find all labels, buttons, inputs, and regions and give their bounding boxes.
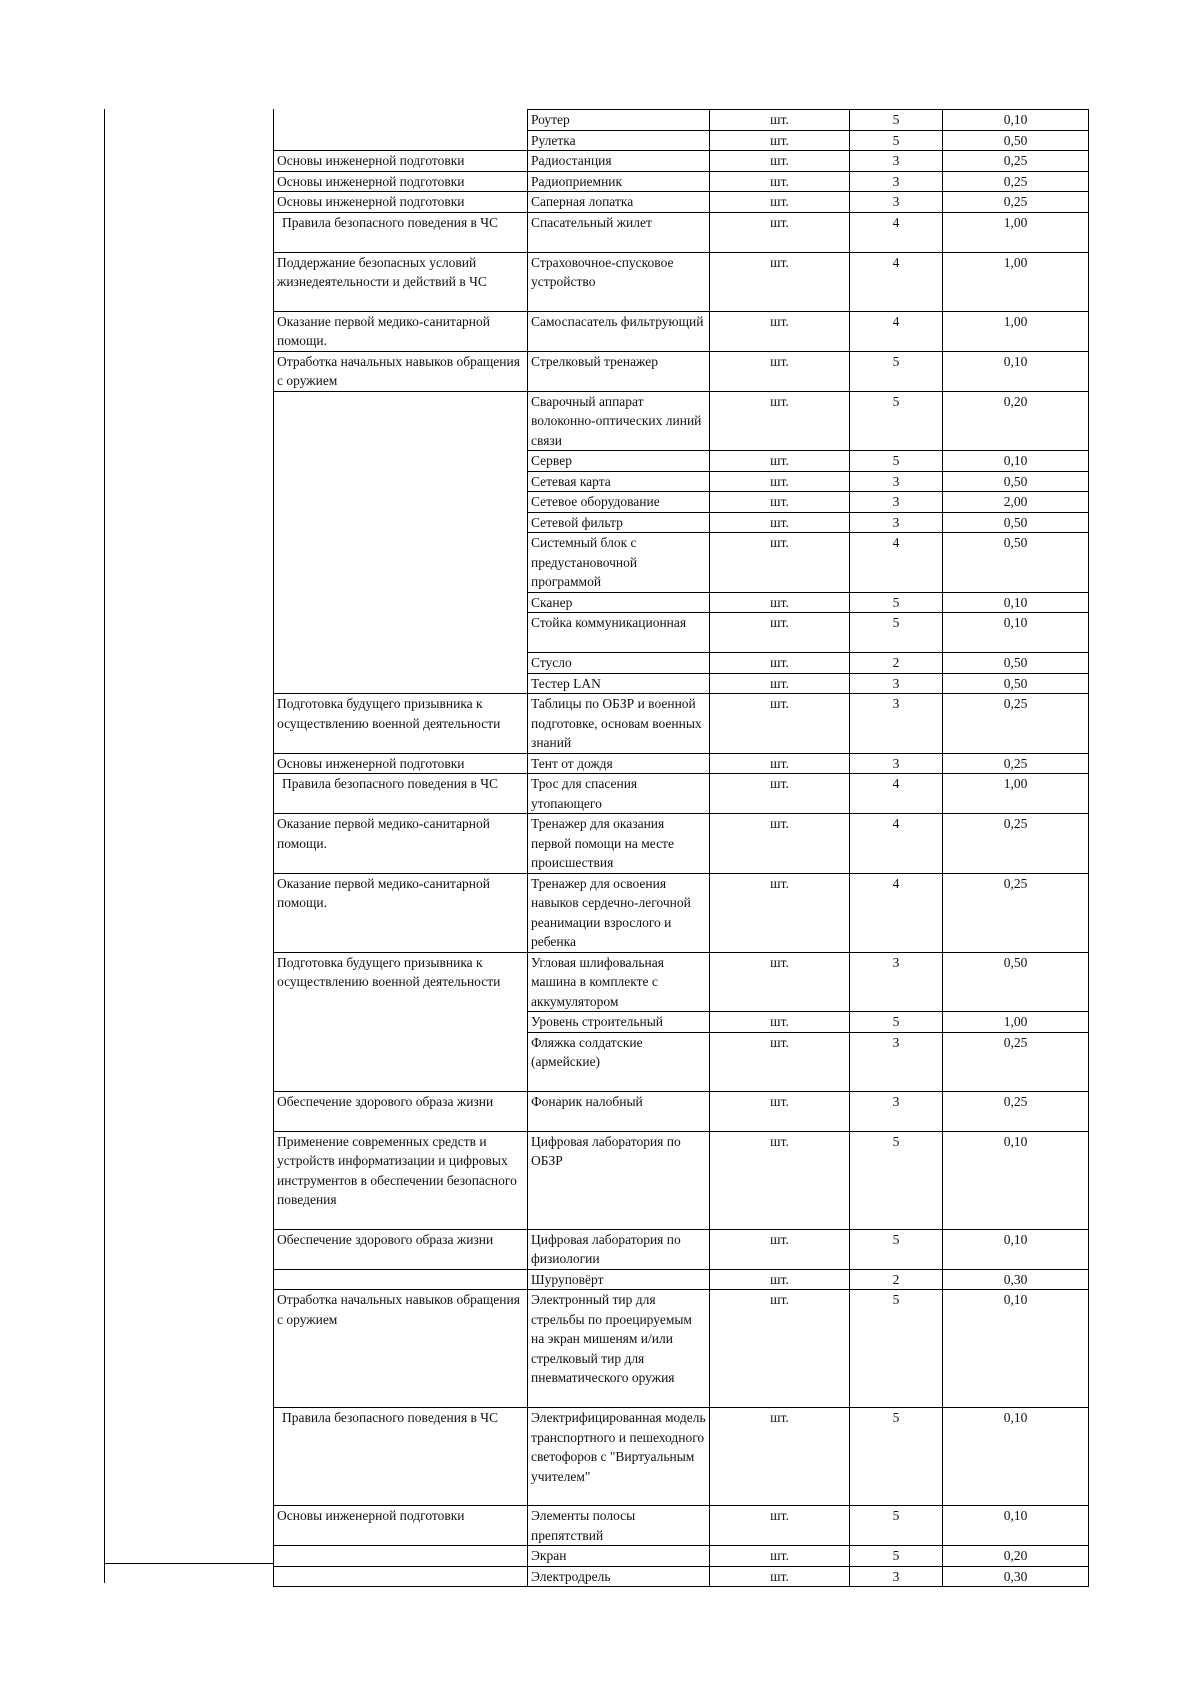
coef-cell: 0,10 <box>943 1408 1089 1506</box>
topic-cell <box>274 1566 528 1587</box>
table-row <box>274 171 1089 192</box>
coef-cell: 0,10 <box>943 613 1089 653</box>
item-cell: Стойка коммуникационная <box>528 613 710 653</box>
item-cell: Тренажер для оказания первой помощи на месте происшествия <box>528 814 710 874</box>
coef-cell: 1,00 <box>943 252 1089 311</box>
unit-cell: шт. <box>710 1091 850 1131</box>
qty-cell: 3 <box>850 192 943 213</box>
unit-cell: шт. <box>710 1566 850 1587</box>
coef-cell: 0,25 <box>943 873 1089 952</box>
table-row <box>274 252 1089 311</box>
bottom-left-rule <box>104 1563 274 1564</box>
qty-cell: 5 <box>850 1506 943 1546</box>
topic-cell: Основы инженерной подготовки <box>274 151 528 172</box>
topic-cell <box>274 110 528 151</box>
qty-cell: 5 <box>850 1546 943 1567</box>
topic-cell: Основы инженерной подготовки <box>274 753 528 774</box>
coef-cell: 0,50 <box>943 533 1089 593</box>
coef-cell: 0,10 <box>943 592 1089 613</box>
coef-cell: 0,10 <box>943 1506 1089 1546</box>
item-cell: Электрифицированная модель транспортного и пешеходного светофоров с "Виртуальным учителем" <box>528 1408 710 1506</box>
coef-cell: 0,10 <box>943 1290 1089 1408</box>
unit-cell: шт. <box>710 1506 850 1546</box>
item-cell: Уровень строительный <box>528 1012 710 1033</box>
topic-cell <box>274 391 528 694</box>
qty-cell: 3 <box>850 673 943 694</box>
topic-cell: Оказание первой медико-санитарной помощи. <box>274 814 528 874</box>
coef-cell: 0,50 <box>943 512 1089 533</box>
unit-cell: шт. <box>710 653 850 674</box>
item-cell: Сканер <box>528 592 710 613</box>
coef-cell: 0,50 <box>943 471 1089 492</box>
coef-cell: 1,00 <box>943 774 1089 814</box>
coef-cell: 1,00 <box>943 212 1089 252</box>
item-cell: Стусло <box>528 653 710 674</box>
item-cell: Трос для спасения утопающего <box>528 774 710 814</box>
topic-cell: Поддержание безопасных условий жизнедеятельности и действий в ЧС <box>274 252 528 311</box>
item-cell: Таблицы по ОБЗР и военной подготовке, основам военных знаний <box>528 694 710 754</box>
qty-cell: 4 <box>850 533 943 593</box>
item-cell: Роутер <box>528 110 710 131</box>
table-row <box>274 1506 1089 1546</box>
unit-cell: шт. <box>710 252 850 311</box>
item-cell: Рулетка <box>528 130 710 151</box>
unit-cell: шт. <box>710 1546 850 1567</box>
item-cell: Самоспасатель фильтрующий <box>528 311 710 351</box>
qty-cell: 4 <box>850 252 943 311</box>
unit-cell: шт. <box>710 814 850 874</box>
item-cell: Системный блок с предустановочной программой <box>528 533 710 593</box>
qty-cell: 5 <box>850 592 943 613</box>
topic-cell: Отработка начальных навыков обращения с оружием <box>274 351 528 391</box>
coef-cell: 0,25 <box>943 192 1089 213</box>
table-row <box>274 351 1089 391</box>
item-cell: Фляжка солдатские (армейские) <box>528 1032 710 1091</box>
qty-cell: 3 <box>850 694 943 754</box>
unit-cell: шт. <box>710 451 850 472</box>
coef-cell: 1,00 <box>943 311 1089 351</box>
unit-cell: шт. <box>710 1290 850 1408</box>
table-row <box>274 212 1089 252</box>
topic-cell: Обеспечение здорового образа жизни <box>274 1229 528 1269</box>
topic-cell: Подготовка будущего призывника к осуществлению военной деятельности <box>274 952 528 1091</box>
qty-cell: 3 <box>850 151 943 172</box>
unit-cell: шт. <box>710 533 850 593</box>
coef-cell: 0,25 <box>943 151 1089 172</box>
item-cell: Радиоприемник <box>528 171 710 192</box>
table-row <box>274 1408 1089 1506</box>
coef-cell: 0,50 <box>943 673 1089 694</box>
table-row <box>274 952 1089 1012</box>
unit-cell: шт. <box>710 492 850 513</box>
unit-cell: шт. <box>710 130 850 151</box>
table-row <box>274 774 1089 814</box>
unit-cell: шт. <box>710 212 850 252</box>
equipment-table <box>273 109 1089 1587</box>
unit-cell: шт. <box>710 471 850 492</box>
table-row <box>274 873 1089 952</box>
unit-cell: шт. <box>710 391 850 451</box>
unit-cell: шт. <box>710 952 850 1012</box>
coef-cell: 0,25 <box>943 814 1089 874</box>
coef-cell: 0,25 <box>943 1091 1089 1131</box>
unit-cell: шт. <box>710 873 850 952</box>
unit-cell: шт. <box>710 1131 850 1229</box>
unit-cell: шт. <box>710 311 850 351</box>
topic-cell: Правила безопасного поведения в ЧС <box>274 1408 528 1506</box>
table-row <box>274 694 1089 754</box>
unit-cell: шт. <box>710 171 850 192</box>
item-cell: Радиостанция <box>528 151 710 172</box>
item-cell: Сетевое оборудование <box>528 492 710 513</box>
qty-cell: 3 <box>850 171 943 192</box>
item-cell: Угловая шлифовальная машина в комплекте с аккумулятором <box>528 952 710 1012</box>
table-row <box>274 1290 1089 1408</box>
coef-cell: 0,50 <box>943 653 1089 674</box>
item-cell: Электронный тир для стрельбы по проецируемым на экран мишеням и/или стрелковый тир для пневматического оружия <box>528 1290 710 1408</box>
table-row <box>274 1229 1089 1269</box>
item-cell: Элементы полосы препятствий <box>528 1506 710 1546</box>
topic-cell <box>274 1546 528 1567</box>
topic-cell: Основы инженерной подготовки <box>274 171 528 192</box>
item-cell: Саперная лопатка <box>528 192 710 213</box>
topic-cell: Оказание первой медико-санитарной помощи. <box>274 311 528 351</box>
table-row <box>274 1546 1089 1567</box>
unit-cell: шт. <box>710 774 850 814</box>
item-cell: Сетевой фильтр <box>528 512 710 533</box>
qty-cell: 5 <box>850 451 943 472</box>
topic-cell: Основы инженерной подготовки <box>274 1506 528 1546</box>
unit-cell: шт. <box>710 351 850 391</box>
table-row <box>274 1131 1089 1229</box>
coef-cell: 0,50 <box>943 130 1089 151</box>
item-cell: Сервер <box>528 451 710 472</box>
topic-cell: Основы инженерной подготовки <box>274 192 528 213</box>
coef-cell: 1,00 <box>943 1012 1089 1033</box>
coef-cell: 0,10 <box>943 451 1089 472</box>
qty-cell: 4 <box>850 212 943 252</box>
unit-cell: шт. <box>710 613 850 653</box>
unit-cell: шт. <box>710 512 850 533</box>
topic-cell: Правила безопасного поведения в ЧС <box>274 774 528 814</box>
topic-cell: Подготовка будущего призывника к осуществлению военной деятельности <box>274 694 528 754</box>
coef-cell: 0,10 <box>943 1229 1089 1269</box>
qty-cell: 5 <box>850 130 943 151</box>
table-row <box>274 1269 1089 1290</box>
qty-cell: 5 <box>850 110 943 131</box>
topic-cell: Оказание первой медико-санитарной помощи. <box>274 873 528 952</box>
item-cell: Шуруповёрт <box>528 1269 710 1290</box>
qty-cell: 3 <box>850 1032 943 1091</box>
unit-cell: шт. <box>710 753 850 774</box>
item-cell: Спасательный жилет <box>528 212 710 252</box>
table-row <box>274 1566 1089 1587</box>
qty-cell: 3 <box>850 1566 943 1587</box>
qty-cell: 5 <box>850 1408 943 1506</box>
item-cell: Тестер LAN <box>528 673 710 694</box>
qty-cell: 5 <box>850 1131 943 1229</box>
table-row <box>274 753 1089 774</box>
topic-cell <box>274 1269 528 1290</box>
left-border <box>104 109 105 1583</box>
qty-cell: 5 <box>850 351 943 391</box>
qty-cell: 5 <box>850 1229 943 1269</box>
table-row <box>274 192 1089 213</box>
qty-cell: 3 <box>850 492 943 513</box>
item-cell: Стрелковый тренажер <box>528 351 710 391</box>
qty-cell: 5 <box>850 391 943 451</box>
coef-cell: 0,25 <box>943 753 1089 774</box>
qty-cell: 3 <box>850 952 943 1012</box>
topic-cell: Обеспечение здорового образа жизни <box>274 1091 528 1131</box>
table-row <box>274 311 1089 351</box>
unit-cell: шт. <box>710 1012 850 1033</box>
unit-cell: шт. <box>710 151 850 172</box>
coef-cell: 0,25 <box>943 1032 1089 1091</box>
qty-cell: 5 <box>850 1290 943 1408</box>
unit-cell: шт. <box>710 1269 850 1290</box>
qty-cell: 4 <box>850 311 943 351</box>
unit-cell: шт. <box>710 1408 850 1506</box>
coef-cell: 0,10 <box>943 351 1089 391</box>
qty-cell: 4 <box>850 873 943 952</box>
coef-cell: 0,10 <box>943 110 1089 131</box>
coef-cell: 0,30 <box>943 1566 1089 1587</box>
item-cell: Цифровая лаборатория по ОБЗР <box>528 1131 710 1229</box>
coef-cell: 0,25 <box>943 171 1089 192</box>
coef-cell: 0,25 <box>943 694 1089 754</box>
qty-cell: 5 <box>850 613 943 653</box>
item-cell: Сетевая карта <box>528 471 710 492</box>
item-cell: Фонарик налобный <box>528 1091 710 1131</box>
coef-cell: 0,20 <box>943 391 1089 451</box>
item-cell: Экран <box>528 1546 710 1567</box>
qty-cell: 3 <box>850 753 943 774</box>
item-cell: Цифровая лаборатория по физиологии <box>528 1229 710 1269</box>
table-row <box>274 110 1089 131</box>
topic-cell: Правила безопасного поведения в ЧС <box>274 212 528 252</box>
unit-cell: шт. <box>710 592 850 613</box>
coef-cell: 0,20 <box>943 1546 1089 1567</box>
qty-cell: 3 <box>850 512 943 533</box>
item-cell: Страховочное-спусковое устройство <box>528 252 710 311</box>
topic-cell: Применение современных средств и устройств информатизации и цифровых инструментов в обеспечении безопасного поведения <box>274 1131 528 1229</box>
table-row <box>274 814 1089 874</box>
unit-cell: шт. <box>710 192 850 213</box>
unit-cell: шт. <box>710 110 850 131</box>
qty-cell: 4 <box>850 774 943 814</box>
coef-cell: 0,30 <box>943 1269 1089 1290</box>
qty-cell: 3 <box>850 1091 943 1131</box>
unit-cell: шт. <box>710 1032 850 1091</box>
item-cell: Тент от дождя <box>528 753 710 774</box>
coef-cell: 2,00 <box>943 492 1089 513</box>
unit-cell: шт. <box>710 673 850 694</box>
topic-cell: Отработка начальных навыков обращения с оружием <box>274 1290 528 1408</box>
qty-cell: 5 <box>850 1012 943 1033</box>
table-row <box>274 151 1089 172</box>
qty-cell: 2 <box>850 653 943 674</box>
table-row <box>274 1091 1089 1131</box>
item-cell: Сварочный аппарат волоконно-оптических линий связи <box>528 391 710 451</box>
coef-cell: 0,10 <box>943 1131 1089 1229</box>
coef-cell: 0,50 <box>943 952 1089 1012</box>
unit-cell: шт. <box>710 1229 850 1269</box>
item-cell: Электродрель <box>528 1566 710 1587</box>
item-cell: Тренажер для освоения навыков сердечно-легочной реанимации взрослого и ребенка <box>528 873 710 952</box>
table-row <box>274 391 1089 451</box>
qty-cell: 2 <box>850 1269 943 1290</box>
qty-cell: 4 <box>850 814 943 874</box>
qty-cell: 3 <box>850 471 943 492</box>
unit-cell: шт. <box>710 694 850 754</box>
